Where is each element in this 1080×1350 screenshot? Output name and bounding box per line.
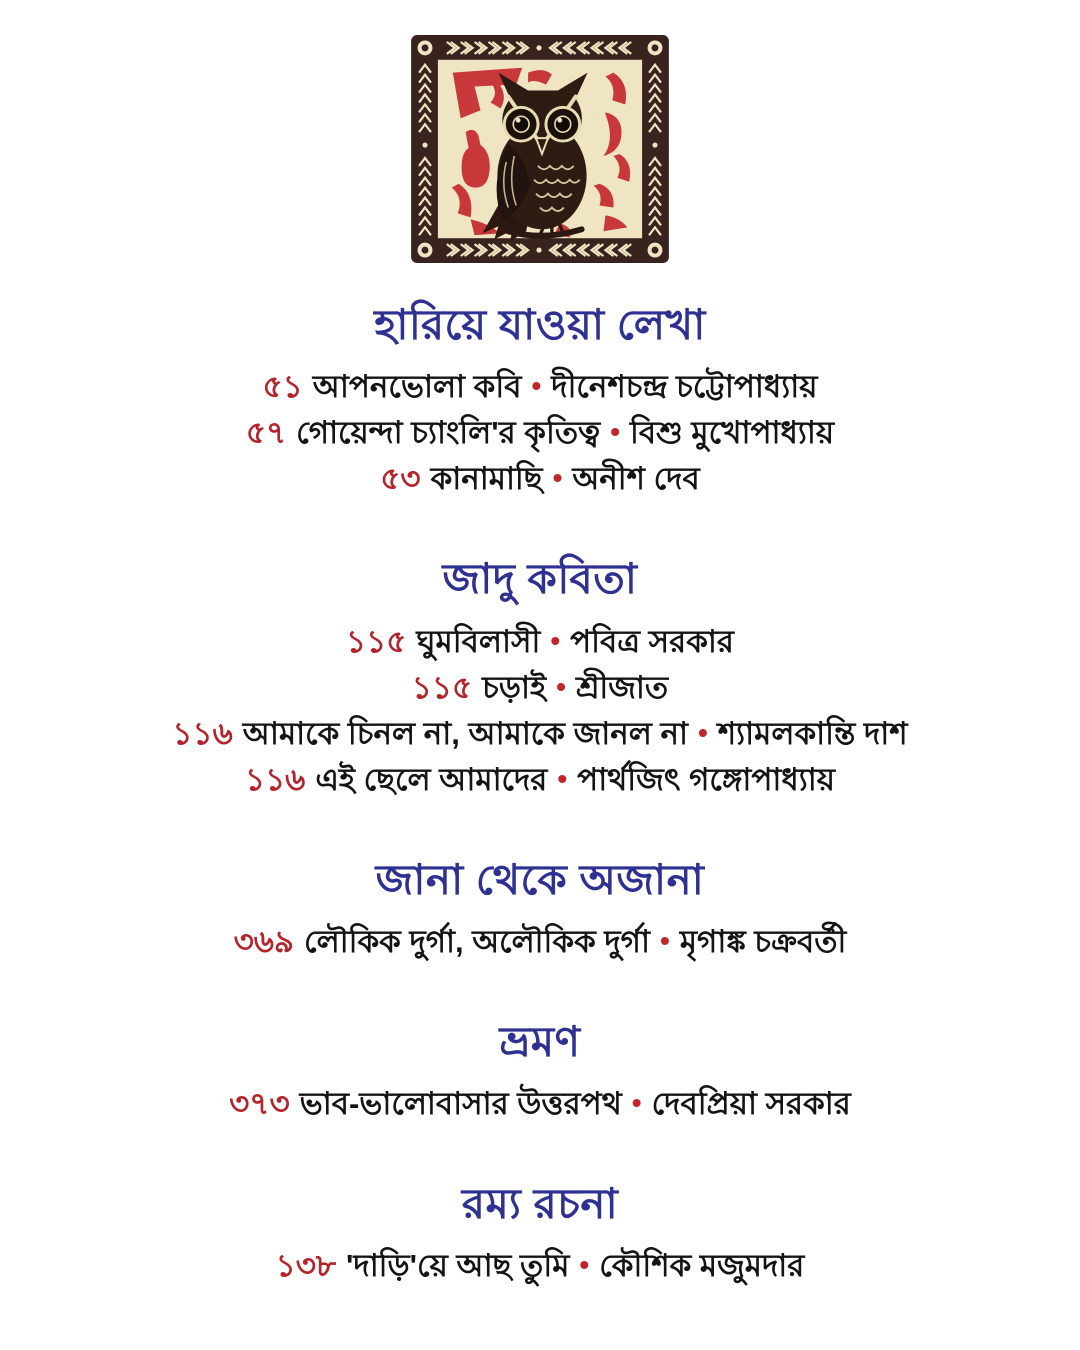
toc-section: [0, 301, 1080, 501]
entry-list: [0, 618, 1080, 802]
toc-entry: [0, 618, 1080, 664]
owl-woodcut-emblem: [411, 35, 669, 263]
entry-title: আপনভোলা কবি: [312, 369, 522, 405]
toc-entry: [0, 409, 1080, 455]
toc-section: [0, 1180, 1080, 1288]
toc-entry: [0, 1242, 1080, 1288]
entry-title: 'দাড়ি'য়ে আছ তুমি: [346, 1248, 570, 1284]
entry-page-number: ১১৫: [411, 669, 473, 705]
toc-section: [0, 856, 1080, 964]
entry-author: পবিত্র সরকার: [570, 623, 734, 659]
entry-list: [0, 363, 1080, 501]
entry-author: অনীশ দেব: [572, 461, 700, 497]
table-of-contents: [0, 301, 1080, 1288]
bullet-separator-icon: •: [552, 462, 563, 494]
entry-title: কানামাছি: [430, 461, 543, 497]
entry-title: ভাব-ভালোবাসার উত্তরপথ: [299, 1086, 622, 1122]
entry-author: বিশু মুখোপাধ্যায়: [630, 415, 835, 451]
entry-author: দীনেশচন্দ্র চট্টোপাধ্যায়: [551, 369, 818, 405]
toc-entry: [0, 363, 1080, 409]
entry-page-number: ৫১: [262, 369, 303, 405]
section-title: হারিয়ে যাওয়া লেখা: [374, 301, 706, 348]
bullet-separator-icon: •: [660, 924, 670, 956]
section-title: জাদু কবিতা: [442, 555, 638, 603]
toc-entry: [0, 710, 1080, 756]
entry-title: এই ছেলে আমাদের: [315, 761, 548, 797]
toc-entry: [0, 1080, 1080, 1126]
bullet-separator-icon: •: [610, 416, 620, 448]
toc-entry: [0, 918, 1080, 964]
entry-page-number: ৫৭: [245, 415, 287, 451]
entry-author: শ্যামলকান্তি দাশ: [717, 715, 908, 751]
entry-author: মৃগাঙ্ক চক্রবর্তী: [679, 923, 847, 959]
toc-section: [0, 1018, 1080, 1126]
entry-author: শ্রীজাত: [575, 669, 669, 705]
entry-list: [0, 1242, 1080, 1288]
entry-page-number: ১৩৮: [275, 1248, 337, 1284]
entry-title: লৌকিক দুর্গা, অলৌকিক দুর্গা: [304, 923, 650, 959]
entry-title: চড়াই: [482, 669, 547, 705]
entry-title: গোয়েন্দা চ্যাংলি'র কৃতিত্ব: [296, 415, 601, 451]
section-title: ভ্রমণ: [499, 1017, 581, 1065]
section-title: জানা থেকে অজানা: [375, 855, 705, 903]
bullet-separator-icon: •: [698, 716, 708, 748]
entry-page-number: ১১৬: [172, 715, 233, 751]
entry-page-number: ১১৬: [244, 761, 306, 797]
entry-page-number: ১১৫: [346, 623, 407, 659]
toc-entry: [0, 756, 1080, 802]
bullet-separator-icon: •: [531, 370, 542, 402]
bullet-separator-icon: •: [631, 1087, 642, 1119]
entry-page-number: ৫৩: [380, 461, 421, 497]
entry-list: [0, 1080, 1080, 1126]
toc-section: [0, 555, 1080, 801]
bullet-separator-icon: •: [557, 762, 568, 794]
bullet-separator-icon: •: [550, 624, 561, 656]
entry-title: আমাকে চিনল না, আমাকে জানল না: [242, 715, 688, 751]
entry-title: ঘুমবিলাসী: [416, 623, 541, 659]
toc-entry: [0, 455, 1080, 501]
bullet-separator-icon: •: [579, 1249, 590, 1281]
entry-author: দেবপ্রিয়া সরকার: [651, 1086, 851, 1122]
entry-author: পার্থজিৎ গঙ্গোপাধ্যায়: [577, 761, 836, 797]
bullet-separator-icon: •: [556, 670, 566, 702]
entry-page-number: ৩৭৩: [229, 1086, 290, 1122]
toc-entry: [0, 664, 1080, 710]
entry-page-number: ৩৬৯: [233, 923, 295, 959]
entry-list: [0, 918, 1080, 964]
entry-author: কৌশিক মজুমদার: [599, 1248, 805, 1284]
section-title: রম্য রচনা: [461, 1180, 619, 1228]
